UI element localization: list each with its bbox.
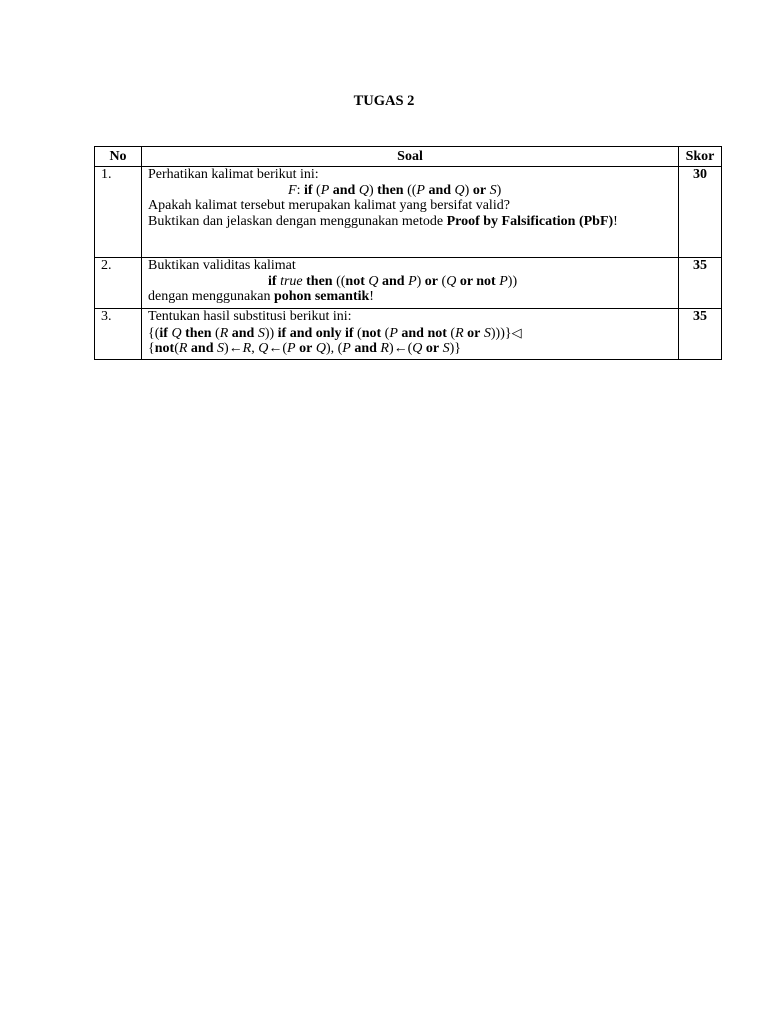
formula-line: F: if (P and Q) then ((P and Q) or S) xyxy=(288,182,502,198)
formula-line: {(if Q then (R and S)) if and only if (not (P and not (R or S)))}◁ xyxy=(148,324,522,341)
row-number: 3. xyxy=(95,309,142,360)
page-title: TUGAS 2 xyxy=(353,93,415,109)
assignment-table xyxy=(94,146,722,360)
question-cell xyxy=(142,258,679,309)
question-text: Buktikan validitas kalimat xyxy=(148,258,296,273)
formula-line: {not(R and S)←R, Q←(P or Q), (P and R)←(Q or S)} xyxy=(148,341,462,356)
table-header-row xyxy=(95,147,722,167)
row-number: 2. xyxy=(95,258,142,309)
row-number: 1. xyxy=(95,167,142,258)
question-text: Tentukan hasil substitusi berikut ini: xyxy=(148,309,352,324)
question-text: Apakah kalimat tersebut merupakan kalimat yang bersifat valid? xyxy=(148,198,510,213)
formula-line: if true then ((not Q and P) or (Q or not P)) xyxy=(268,273,518,289)
question-cell xyxy=(142,167,679,258)
header-no: No xyxy=(95,147,142,167)
question-text: dengan menggunakan pohon semantik! xyxy=(148,289,374,304)
table-row xyxy=(95,309,722,360)
substitution-triangle-icon: ◁ xyxy=(511,324,522,340)
question-text: Buktikan dan jelaskan dengan menggunakan metode Proof by Falsification (PbF)! xyxy=(148,213,618,229)
question-text: Perhatikan kalimat berikut ini: xyxy=(148,167,319,182)
score-cell: 35 xyxy=(679,258,722,309)
question-cell xyxy=(142,309,679,360)
score-cell: 35 xyxy=(679,309,722,360)
header-soal: Soal xyxy=(142,147,679,167)
table-row xyxy=(95,167,722,258)
header-skor: Skor xyxy=(679,147,722,167)
score-cell: 30 xyxy=(679,167,722,258)
table-row xyxy=(95,258,722,309)
